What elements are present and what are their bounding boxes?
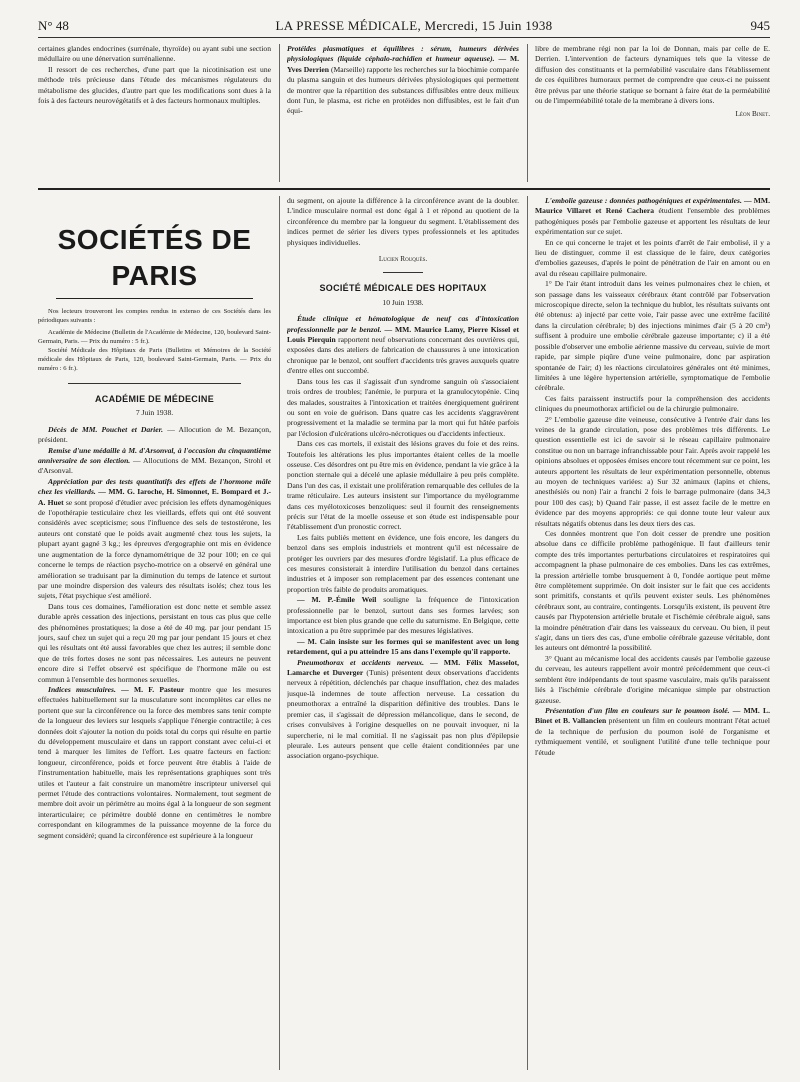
top-c1-p1: certaines glandes endocrines (surrénale, thyroïde) ou ayant subi une section médullaire ou une dénervation surrénalienne. (38, 44, 271, 64)
session-date: 10 Juin 1938. (382, 297, 424, 307)
separator (68, 383, 241, 384)
top-col-2 (287, 44, 519, 184)
item-authors: — MM. Félix Masselot, Lamarche et Duverger (287, 657, 519, 678)
paragraph: Ces données montrent que l'on doit cesser de prendre une position absolue dans ce difficile problème pathogénique. Il faut d'ailleurs tenir compte des très importantes perturbations circulatoires et respiratoires qui accompagnent la phase pulmonaire de ces embolies. Dans les cas extrêmes, la pression artérielle tombe brusquement à 0, l'ondée aortique peut même être complètement supprimée. On doit insister sur le fait que ces accidents sont primitifs, constants et qu'ils peuvent exister seuls. Les phénomènes cérébraux sont, au contraire, contingents. Lorsqu'ils existent, ils peuvent être causés par l'hypotension artérielle brutale et l'ischémie cérébrale aiguë, sans la moindre pénétration d'air dans les vaisseaux du cerveau. Ou bien, il peut s'agir, dans un tiers des cas, d'une embolie cérébrale gazeuse véritable, dont les auteurs ont démontré la possibilité. (535, 529, 770, 653)
item-text: — Allocutions de MM. Bezançon, Strohl et d'Arsonval. (38, 456, 271, 476)
item-authors: — MM. G. Iaroche, H. Simonnet, E. Bompard et J.-A. Huet (38, 487, 271, 507)
item-authors: — M. F. Pasteur (121, 684, 185, 694)
newspaper-page (38, 18, 770, 1073)
column-1 (38, 196, 271, 1072)
paragraph: du segment, on ajoute la différence à la circonférence avant de la doubler. L'indice musculaire normal est donc égal à 1 et répond au quotient de la circonférence du membre par la longueur du segment. L'établissement des indices permet de sérier les divers types professionnels et les aptitudes physiques individuelles. (287, 196, 519, 247)
top-c2-title: Protéides plasmatiques et équilibres : sérum, humeurs dérivées physiologiques (liquide céphalo-rachidien et humeur aqueuse). (287, 44, 519, 64)
item-text: rapportent neuf observations concernant des ouvrières qui, exposées dans des ateliers de fabrication de chaussures à une intoxication chronique par le benzol, ont souffert d'accidents très graves auxquels quatre d'entre elles ont succombé. (287, 335, 519, 376)
column-3 (535, 196, 770, 1072)
page-number: 945 (750, 18, 770, 33)
reference-2: Société Médicale des Hôpitaux de Paris (Bulletins et Mémoires de la Société médicale des Hôpitaux de Paris, 120, boulevard Saint-Germain, Paris. — Prix du numéro : 6 fr.). (38, 347, 271, 372)
top-c3-text: libre de membrane régi non par la loi de Donnan, mais par celle de E. Derrien. L'intervention de facteurs dynamiques tels que la vitesse de diffusion des constituants et la perméabilité vasculaire dans l'établissement de ces équilibres humoraux permet de comprendre que ceux-ci ne puissent être prévus par une théorie statique se bornant à faire état de la perméabilité ou de l'imperméabilité totale de la membrane à divers ions. (535, 44, 770, 106)
masthead-rule (56, 298, 253, 299)
paragraph: Dans tous ces domaines, l'amélioration est donc nette et semble assez durable après cessation des injections, persistant en tous cas plus que celle des phénomènes prostatiques; la dose a été de 40 mg. par jour pendant 15 jours, sauf chez un sujet qui a reçu 20 mg par jour pendant 15 jours et chez qui les résultats ont été aussi favorables que chez les autres; il semble donc que de très fortes doses ne sont pas nécessaires. Les auteurs ne peuvent encore dire si l'effet observé est spécifique de l'hormone mâle ou est commun à l'ensemble des hormones sexuelles. (38, 601, 271, 684)
section-title: SOCIÉTÉ MÉDICALE DES HOPITAUX (319, 283, 487, 294)
page-header (38, 18, 770, 38)
top-col-3 (535, 44, 770, 184)
paragraph: Dans tous les cas il s'agissait d'un syndrome sanguin où s'associaient trois ordres de troubles; l'anémie, le purpura et la granulocytopénie. Cinq des malades, soustraites à l'intoxication et traitées énergiquement guérirent ou sont en voie de guérison. Dans quatre cas les accidents s'aggravèrent progressivement et la maladie se termina par la mort qui fut hâtée parfois par l'éclosion d'ulcérations ulcéro-nécrotiques ou d'accidents infectieux. (287, 376, 519, 438)
issue-number: N° 48 (38, 18, 69, 33)
top-c1-p2: Il ressort de ces recherches, d'une part que la nicotinisation est une méthode très précieuse dans l'étude des mécanismes régulateurs du métabolisme des glucides, d'autre part que les modifications sont dues à la fois à des facteurs neurovégétatifs et à des facteurs hormonaux multiples. (38, 64, 271, 106)
column-divider (527, 196, 528, 1070)
item-title: Appréciation par des tests quantitatifs des effets de l'hormone mâle chez les vieillards. (38, 476, 271, 497)
item-text: — Allocution de M. Bezançon, président. (38, 424, 271, 445)
paragraph: 3° Quant au mécanisme local des accidents causés par l'embolie gazeuse du cerveau, les auteurs rappellent avoir montré précédemment que ceux-ci semblent être indépendants de tout spasme vasculaire, mais qu'ils paraissent liés à l'ischémie cérébrale d'origine mécanique simple par obstruction gazeuse. (535, 653, 770, 705)
notice: Nos lecteurs trouveront les comptes rendus in extenso de ces Sociétés dans les périodiques suivants : (38, 308, 271, 324)
paragraph: Les faits publiés mettent en évidence, une fois encore, les dangers du benzol dans ses emplois industriels et montrent qu'il est nécessaire de protéger les ouvriers par des mesures d'ordre législatif. La plus efficace de ces mesures consisterait à interdire l'utilisation du benzol dans certaines industries et à imposer son remplacement par des essences contenant une proportion très faible de produits aromatiques. (287, 532, 519, 594)
paragraph: 2° L'embolie gazeuse dite veineuse, consécutive à l'entrée d'air dans les veines de la grande circulation, pose des problèmes très différents. Le question essentielle est ici de savoir si le réseau capillaire pulmonaire constitue ou non un barrage infranchissable pour l'air. Après avoir rappelé les opinions absolues et opposées émises encore tout récemment sur ce point, les auteurs apportent les résultats de leur expérimentation personnelle, obtenus au moyen de techniques variées: a) Sur 32 animaux (lapins et chiens, anesthésiés ou non) l'air a franchi 2 fois le barrage pulmonaire (dans 34,3 pour 100 des cas); b) Quand l'air passe, il est assez facile de le mettre en évidence par des moyens appropriés: ce qui donne toute leur valeur aux résultats négatifs obtenus dans les deux tiers des cas. (535, 414, 770, 528)
column-divider (279, 44, 280, 182)
item-authors: — MM. L. Binet et B. Vallancien (535, 705, 770, 726)
item-text: montre que les mesures effectuées habituellement sur la musculature sont incomplètes car elles ne portent que sur la circonférence ou la force des membres sans tenir compte de la longueur des leviers sur lesquels s'applique l'énergie contractile; à ces données doit s'ajouter la notion du poids total du corps qui résulte en partie du développement musculaire et dans un rapport constant avec celui-ci et tend à marquer les limites de l'effort. Les quatre facteurs en faction: longueur, circonférence, poids et force peuvent être établis à l'aide de l'instrumentation habituelle, mais les représentations graphiques sont très utiles et l'auteur a fait construire un manomètre inscripteur universel qui permet l'étude des contractions volontaires. Normalement, tout segment de membre doit avoir un périmètre au moins égal à la longueur de son segment interarticulaire; ce périmètre doublé donne en centimètres le nombre correspondant en kilogrammes de la puissance moyenne de la force du segment considéré; quand la circonférence est supérieure à la longueur (38, 684, 271, 840)
item-title: Pneumothorax et accidents nerveux. (297, 657, 425, 667)
item-title: Décès de MM. Pouchet et Darier. (48, 424, 164, 434)
item-text: insiste sur les formes qui se manifestent avec un long retardement, qui a pu atteindre 15 ans dans l'exemple qu'il rapporte. (287, 636, 519, 657)
session-date: 7 Juin 1938. (135, 408, 174, 418)
item-text: se sont proposé d'étudier avec précision les effets dynamogéniques de l'opothérapie testiculaire chez les vieillards, effets qui ont été souvent considérés avec scepticisme; sous l'influence des sels de testostérone, les auteurs ont constaté que le poids avait augmenté chez tous les sujets, la plupart ayant gagné 3 kg.; les épreuves d'ergographie ont mis en évidence une augmentation de la force dynamométrique de 32 pour 100; en ce qui concerne le temps de réaction psycho-motrice on a observé en général une amélioration se traduisant par la diminution du temps de latence et surtout par une moindre dispersion des valeurs des résultats isolés; chez tous les sujets, l'état psychique s'est amélioré. (38, 497, 271, 601)
item-authors: — M. P.-Émile Weil (297, 595, 377, 605)
item-title: Remise d'une médaille à M. d'Arsonval, à l'occasion du cinquantième anniversaire de son élection. (38, 445, 271, 466)
section-title: ACADÉMIE DE MÉDECINE (94, 394, 214, 404)
top-continuation (38, 40, 770, 188)
item-authors: — MM. Maurice Lamy, Pierre Kissel et Louis Pierquin (287, 324, 519, 345)
item-text: étudient l'ensemble des problèmes pathogéniques posés par l'embolie gazeuse et apportent les résultats de leur expérimentation sur ce sujet. (535, 206, 770, 237)
item-authors: — M. Cain (297, 636, 336, 646)
item-text: présentent un film en couleurs montrant l'état actuel de la technique de perfusion du poumon isolé de l'organisme et rythmiquement ventilé, et soulignent l'utilité d'une telle technique pour l'étude (535, 716, 770, 757)
item-title: Indices musculaires. (48, 684, 116, 694)
item-authors: — MM. Maurice Villaret et René Cachera (535, 196, 770, 216)
item-text: (Tunis) présentent deux observations d'accidents nerveux à répétition, déclenchés par chaque insufflation, chez des malades jusque-là indemnes de toute affection nerveuse. La cessation du pneumothorax a entraîné la disparition définitive des troubles. Dans le premier cas, il s'agissait de dépression mélancolique, dans le second, de crises convulsives à l'origine desquelles on ne pouvait invoquer, ni la supercherie, ni le mal comitial. Il ne s'agissait pas non plus d'épilepsie pleurale. Les auteurs pensent que celle étaient conditionnées par une association organo-psychique. (287, 668, 519, 761)
column-2 (287, 196, 519, 1072)
paragraph: 1° De l'air étant introduit dans les veines pulmonaires chez le chien, et son passage dans les vaisseaux cérébraux étant contrôlé par l'observation microscopique directe, selon la technique du hublot, les résultats suivants ont été obtenus: a) injecté par cette voie, l'air passe avec une extrême facilité dans la circulation cérébrale; b) des injections minimes d'air (5 à 20 cm³) suffisent à produire une embolie cérébrale gazeuse importante; c) il a été possible d'observer une embolie aérienne massive du cerveau, suivie de mort rapide, par simple piqûre d'une veine pulmonaire, donc par aspiration spontanée de l'air; d) les réactions circulatoires générales ont été minimes, limitées à une légère hypertension artérielle, symptomatique de l'embolie cérébrale. (535, 279, 770, 393)
item-text: souligne la fréquence de l'intoxication professionnelle par le benzol, surtout dans ses formes larvées; son importance est bien plus grande que celle du saturnisme. En Belgique, cette intoxication a pu être supprimée par des mesures législatives. (287, 595, 519, 636)
item-title: Présentation d'un film en couleurs sur le poumon isolé. (545, 705, 730, 715)
signature: Léon Binet. (735, 110, 770, 119)
journal-title: LA PRESSE MÉDICALE, Mercredi, 15 Juin 1938 (275, 18, 553, 33)
top-c2-text: (Marseille) rapporte les recherches sur la biochimie comparée du plasma sanguin et des humeurs dérivées physiologiques qui permettent de montrer que la répartition des substances diffusibles entre deux milieux dont l'un, le plasma, est riche en protéides non diffusibles, est le fait d'un équi- (287, 64, 519, 116)
reference-1: Académie de Médecine (Bulletin de l'Académie de Médecine, 120, boulevard Saint-Germain, Paris. — Prix du numéro : 5 fr.). (38, 329, 271, 345)
column-divider (279, 196, 280, 1070)
separator (383, 272, 423, 273)
item-title: Étude clinique et hématologique de neuf cas d'intoxication professionnelle par le benzol. (287, 314, 519, 334)
column-divider (527, 44, 528, 182)
societes-section (38, 188, 770, 1073)
paragraph: En ce qui concerne le trajet et les points d'arrêt de l'air embolisé, il y a lieu de distinguer, comme il est classique de le faire, deux catégories d'embolies gazeuses, d'après le point de pénétration de l'air en amont ou en aval du réseau capillaire pulmonaire. (535, 237, 770, 278)
item-title: L'embolie gazeuse : données pathogéniques et expérimentales. (545, 196, 742, 205)
masthead: SOCIÉTÉS DE PARIS (57, 224, 252, 291)
top-col-1 (38, 44, 271, 184)
paragraph: Dans ces cas mortels, il existait des lésions graves du foie et des reins. Toutefois les altérations les plus importantes étaient celles de la moelle osseuse. Ces désordres ont pu être mis en évidence, pendant la vie grâce à la ponction sternale qui a décelé une aplasie médullaire à peu près complète. Dans l'un des cas, il existait une prolifération remarquable des cellules de la trame réticulaire. Les auteurs insistent sur l'importance du myélogramme dans ces myélotoxicoses benzoliques: seul il fournit des renseignements précis sur l'état de la moelle osseuse et son étude est indispensable pour l'établissement d'un pronostic correct. (287, 439, 519, 532)
signature: Lucien Rouquès. (378, 255, 428, 264)
top-c2-author: — M. Yves Derrien (287, 54, 519, 74)
paragraph: Ces faits paraissent instructifs pour la compréhension des accidents cliniques du pneumothorax artificiel ou de la chirurgie pulmonaire. (535, 393, 770, 414)
